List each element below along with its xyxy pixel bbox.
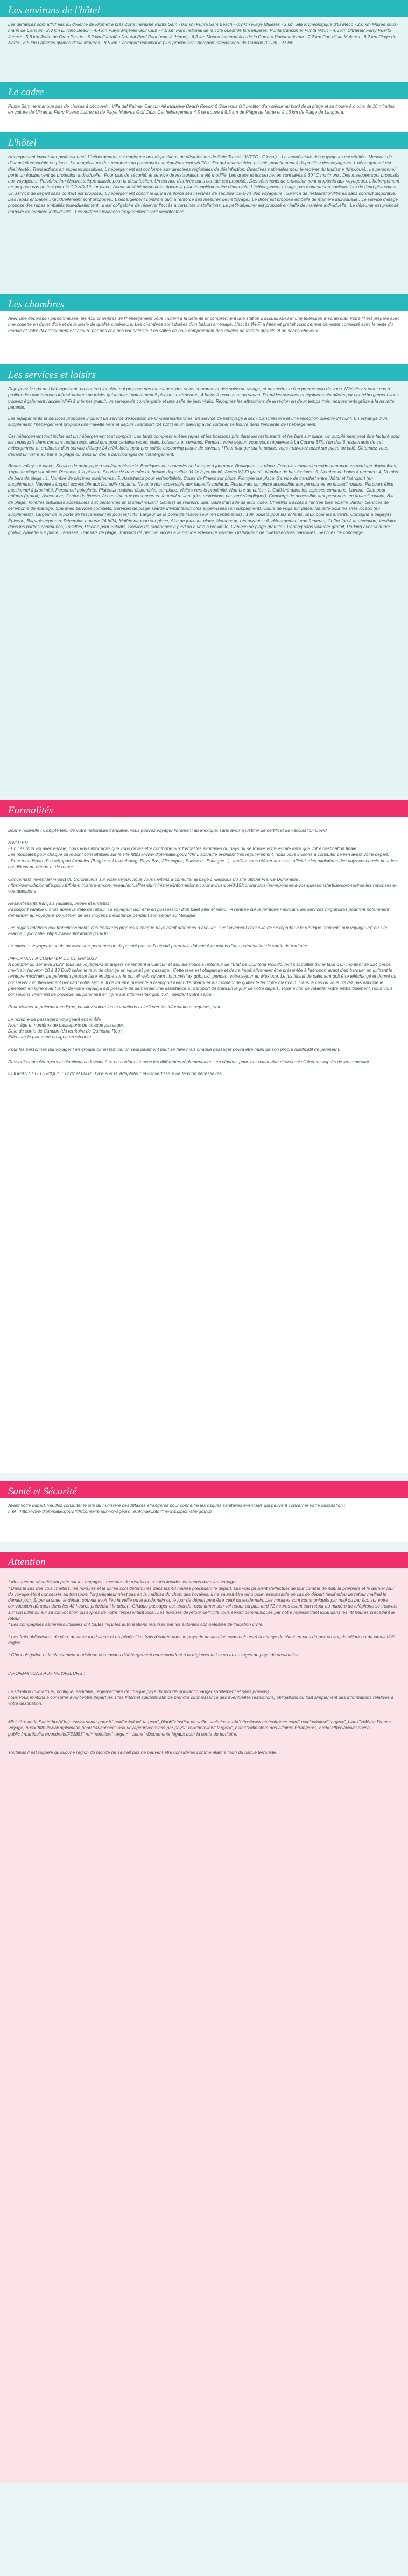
chambres-text: Avec une décoration personnalisée, les 415 chambres de l'hébergement vous invitent à la détente et comprennent une station d'accueil MP3 et une télévision à écran plat. Votre lit est préparé avec une couette en duvet d'oie et de la literie de qualité supérieure. Les chambres sont dotées d'un balcon aménagé. L'accès Wi-Fi à Internet gratuit vous permet de rester connecté avec le reste du monde et votre divertissement est assuré par des chaînes par satellite. Les salles de bain comprennent des articles de toilette gratuits et un sèche-cheveux.	[8, 315, 400, 333]
section-hotel	[0, 132, 408, 294]
environs-text: Les distances sont affichées au dixième de kilomètre près Zone maritime Punta Sam - 0,8 km Punta Sam Beach - 0,9 km Plage Mujeres - 2 km Site archéologique d'El Meco - 2,6 km Musée sous-marin de Cancún - 2,9 km El Niño Beach - 4,4 km Playa Mujeres Golf Club - 4,5 km Parc national de la côte ouest de Isla Mujeres, Punta Cancún et Punta Nizuc - 4,5 km Ultramar Ferry Puerto Juárez - 5,8 km Jetée de Gran Puerto - 6,2 km Garrafón Natural Reef Park (parc à thème) - 6,3 km Museo Iconográfico de la Carrera Panamericana - 7,2 km Port d'Isla Mujeres - 8,2 km Plage de Norte - 8,5 km Lotteries glambs d'Isla Mujeres - 8,5 km L'aéroport principal le plus proche est : Aéroport international de Cancún (CUN) - 27 km	[8, 22, 398, 45]
sante-text: Avant votre départ, veuillez consulter le site du ministère des Affaires étrangères pour connaître les risques sanitaires éventuels qui peuvent concerner votre destination : href="http://www.diplomatie.gouv.fr/fr/conseils-aux-voyageurs_909/index.html">www.diplomatie.gouv.fr	[8, 1503, 346, 1514]
section-title-formalites: Formalités	[0, 800, 408, 817]
section-title-services: Les services et loisirs	[0, 364, 408, 381]
attention-text: * Mesures de sécurité adoptée sur les bagages : mesures de restriction sur les liquides contenus dans les bagages. * Dans le cas des vols charters, les horaires et la durée sont déterminés dans les 48 heures précédant le départ. Les vols peuvent s'effectuer de jour comme de nuit, la première et le dernier jour du voyage étant consacrés au transport, l'organisateur n'est pas en la maîtrise du choix des horaires. Il ne saurait être tenu pour responsable en cas de départ tardif et/ou de retour matinal le dernier jour. Si par la suite, le départ pouvait avoir lieu la veille ou le lendemain ou le jour de départ peut être celui du lendemain. Les horaires sont communiqués par mail ou par fax, sur votre convocation aéroport dans les 48 heures précédant le départ. Chaque passager est tenu de reconfirmer son vol retour au plus tard 72 heures avant son retour au numéro de téléphone se trouvant sur son billet ou sur sa convocation ou auprès de notre représentant local. Les horaires de retour définitifs vous seront communiqués par notre représentant local dans les 48 heures précédant le retour. * Les compagnies aériennes utilisées ont toutes reçu les autorisations requises par les autorités compétentes de l'aviation civile. * Les frais obligatoires de visa, de carte touristique et en général les frais d'entrée dans le pays de destination sont toujours à la charge du client en plus du prix du vol, du séjour ou du circuit déjà réglés. * Chronologation et le classement touristique des modes d'hébergement correspondent à la réglementation ou aux usages du pays de destination. INFORMATIONS AUX VOYAGEURS : La situation (climatique, politique, sanitaire, réglementaire de chaque pays du monde pouvant changer subitement et sans préavis) nous vous invitons à consulter avant votre départ les sites Internet suivants afin de prendre connaissance des éventuelles restrictions, obligations ou tout simplement des informations relatives à votre destination. Ministère de la Santé href="http://www.sante.gouv.fr" rel="nofollow" target="_blank">Institut de veille sanitaire, href="http://www.meteofrance.com/" rel="nofollow" target="_blank">Météo France Voyage, href="http://www.diplomatie.gouv.fr/fr/conseils-aux-voyageurs/conseils-par-pays/" rel="nofollow" target="_blank">Ministère des Affaires Étrangères, href="https://www.service-public.fr/particuliers/vosdroits/F32853" rel="nofollow" target="_blank">Documents légaux pour la sortie du territoire. Toutefois il est rappelé qu'aucune région du monde ne saurait pas ne peuvent être considérés comme étant à l'abri du risque terroriste.	[8, 1579, 398, 1755]
hotel-text: Hébergement immobilier professionnel. L'hébergement est conforme aux dispositions de désinfection de Safe Travels (WTTC - Global)... La température des voyageurs est vérifiée. Mesures de distanciation sociale en place.. Le température des membres du personnel est régulièrement vérifiée.. Du gel antibactérien est mis gratuitement à disposition des voyageurs. L'hébergement est désinfecté.. Transactions en espèces possibles. L'hébergement est conforme aux directives régionales de désinfection. Directives nationales pour le repérer du tourisme (Mexique).. Le personnel porte un équipement de protection individuelle.. Pour plus de sécurité, le service de restauration a été modifié. Les draps et les serviettes sont lavés à 60 °C minimum.. Des masques sont proposés aux voyageurs. Pulvérisation électrostatique utilisée pour la désinfection. Un service d'arrivée sans contact est proposé.. Des vêtements de protection sont proposés aux voyageurs. L'hébergement ne propose pas de test pour le COVID-19 sur place. Aucun lit bébé disponible. Aucun lit pliant/supplémentaire disponible. L'hébergement n'exige pas d'attestation sanitaire lors de l'enregistrement. Un service de départ sans contact est proposé.. L'hébergement confirme qu'il a renforcé ses mesures de sécurité vis-à-vis des voyageurs.. Service de restauration/litières sans contact disponible. Des repas emballés individuellement sont proposés.. L'hébergement confirme qu'il a renforcé ses mesures de nettoyage.. Le dîner est proposé emballé de manière individuelle.. Le service d'étage propose des repas emballés individuellement.. Il est obligatoire de réserver l'accès à certaines installations. Le petit-déjeuner est proposé emballé de manière individuelle.. Le déjeuner est proposé emballé de manière individuelle.. Les surfaces touchées fréquemment sont désinfectées.	[8, 154, 400, 214]
formalites-text: Bonne nouvelle : Compte tenu de votre nationalité française, vous pouvez voyager librement au Mexique, sans avoir à justifier de certificat de vaccination Covid. A NOTER : - En cas d'un vol avec escale, nous vous informons que vous devez être conforme aux formalités sanitaires du pays où se trouve votre escale ainsi que votre destination finale. Les modalités pour chaque pays sont consultables sur le site https://www.diplomatie.gouv.fr/fr/ L'actualité évoluant très régulièrement, nous vous invitons à consulter ce lien avant votre départ. - Pour tout départ d'un aéroport frontalier (Belgique, Luxembourg, Pays-Bas, Allemagne, Suisse ou Espagne...), veuillez vous référer aux sites officiels des ministères des pays concernés pour les conditions de départ et de retour. Concernant l'éventuel impact du Coronavirus sur votre séjour, nous vous invitons à consulter la page ci-dessous du site officiel France Diplomatie : https://www.diplomatie.gouv.fr/fr/le-ministere-et-son-reseau/actualites-du-ministere/informations-coronavirus-covid-19/coronavirus-les-reponses-a-vos-questions/article/coronavirus-les-reponses-a-vos-questions Ressortissants français (adultes, bébés et enfants) : Passeport valable 6 mois après la date de retour. Le voyageur doit être en possession d'un billet aller et retour. A l'entrée sur le territoire mexicain, les services migratoires pourront notamment demander au voyageur de justifier de ses moyens d'existence pendant son séjour au Mexique. Les règles relatives aux franchissements des frontières propres à chaque pays étant amenées à évoluer, il est vivement conseillé de se reporter à la rubrique "conseils aux voyageurs" du site France Diplomatie, https://www.diplomatie.gouv.fr/ Le mineurs voyageant seuls ou avec une personne ne disposant pas de l'autorité parentale doivent être munis d'une autorisation de sortie de territoire. IMPORTANT A COMPTER DU 01 avril 2023 A compter du 1er avril 2023, tous les voyageurs étrangers se rendant à Cancun et aux alentours à l'intérieur de l'État de Quintana Roo doivent s'acquitter d'une taxe d'un montant de 224 pesos mexicain (environ 10 à 13 EUR selon le taux de change en vigueur) par passager. Cette taxe est obligatoire et devra impérativement être présentée à l'aéroport avant d'embarquer en quittant le territoire mexicain. Le paiement peut se faire en ligne sur le portail web suivant : http://visitax.gob.mx/, pendant votre séjour au Mexique. Le justificatif de paiement doit être téléchargé et donné ou conserver minutieusement pendant votre séjour. Il devra être présenté à l'aéroport avant d'embarquer au moment de quitter le territoire mexicain. Dans le cas où vous n'avez pas anticipé le paiement en ligne avant la fin de votre séjour, il est possible de demander une assistance à l'aéroport de Cancun le jour de votre départ : Pour éviter de retarder votre embarquement, nous vous conseillons vivement de procéder au paiement en ligne sur http://visitax.gob.mx/ , pendant votre séjour. Pour réaliser le paiement en ligne, veuillez suivre les instructions et indiquer les informations requises, soit : Le nombre de passagers voyageant ensemble Nom, âge et numéros de passeports de chaque passager, Date de sortie de Cancun (du territoire de Quintana Roo), Effectuer le paiement en ligne en sécurité Pour les personnes qui voyagent en groupe ou en famille, un seul paiement peut se faire mais chaque passager devra être muni de son propre justificatif de paiement. Ressortissants étrangers et binationaux devront être en conformité avec les différentes réglementations en vigueur, pour leur nationalité et devront s'informer auprès de leur consulat. COURANT ELECTRIQUE : 127V et 60Hz. Type A et B. Adaptateur et convertisseur de tension nécessaires.	[8, 827, 397, 1077]
section-cadre	[0, 82, 408, 132]
services-paragraph: Les équipements et services proposés incluent un service de location de limousines/berlines, un service de nettoyage à sec / blanchissoire et une réception ouverte 24 h/24. En échange d'un supplément, l'hébergement propose une navette vers et depuis l'aéroport (24 h/24) et un parking avec voiturier se trouve dans l'enceinte de l'hébergement.	[8, 416, 388, 427]
services-paragraph: Rejoignez le spa de l'hébergement, un centre bien-être qui propose des massages, des soins corporels et des soins du visage, et permettez-qu'on prenne soin de vous. N'hésitez surtout pas à profiter des nombreuses infrastructures de loisirs qui incluent notamment 5 piscines extérieures, 4 bains à remous et un sauna. Parmi les services et équipements offerts par cet hébergement vous trouvez également l'accès Wi-Fi à Internet gratuit, un service de conciergerie et une salle de jeux vidéo. Rejoignez les attractions de la région en deux temps trois mouvements grâce à la navette payante.	[8, 386, 399, 410]
services-paragraph: Beach-volley sur place, Service de nettoyage à sec/blanchisserie, Boutiques de souvenirs ou kiosque à journaux, Boutiques sur place, Formules romantiques/de demande en mariage disponibles, Yoga de plage sur place, Parasols à la piscine, Service de traversée en berline disponible, Voile à proximité, Accès Wi-Fi gratuit, Nombre de bars/salons : 5, Nombre de bains à remous : 4, Nombre de bars de plage : 1, Nombre de piscines extérieures : 5, Assistance pour visites/billets, Cours de fitness sur place, Plongée sur place, Service de transfert entre l'hôtel et l'aéroport (en supplément), Navette aéroport accessible aux fauteuils roulants, Navette non accessible aux fauteuils roulants, Restaurant sur place accessible aux personnes en fauteuil roulant, Parcours élise passionnel à proximité, Personnel polyglotte, Plateaux roulants disponibles sur place, Visites vers la proximité, Nombre de cafés : 1, Café/thé dans les espaces communs, Laverie, Club pour enfants (gratuit), Ascenseur, Centre de fitness, Accessible aux personnes en fauteuil roulant (des restrictions peuvent s'appliquer), Conciergerie accessible aux personnes en fauteuil roulant, Bar de plage, Toilettes publiques accessibles aux personnes en fauteuil roulant, Salle(s) de réunion, Spa, Salle d'arcade de jeux vidéo, Chemins d'accès à l'entrée bien éclairé, Jardin, Services de cérémonie de mariage, Spa avec services complets, Services de plage, Garde d'enfants/activités supervisées (en supplément), Cours de yoga sur place, Navette pour les sites locaux (en supplément), Largeur de la porte de l'ascenseur (en pouces) : 43, Largeur de la porte de l'ascenseur (en centimètres) : 109, Jouets pour les enfants, Jeux pour les enfants, Consigne à bagages, Épicerie, Bagagiste/groom, Réception ouverte 24 h/24, Malfrie nagoue sur place, Aire de jeux sur place, Nombre de restaurants : 6, Hébergement non-fumeurs, Coffre-fort à la réception, Vestiaire dans les parties communes, Toilettes, Piscine pour enfants, Service de randonnée à pied ou à vélo à proximité, Cabines de plage gratuites, Parking sans voiturier gratuit, Parking avec voiturier gratuit, Navette sur place, Terrasse, Transats de plage, Transats de piscine, Accès à la piscine extérieure voisine, Distributeur de billets/services bancaires, Services de concierge	[8, 462, 400, 536]
section-services	[0, 364, 408, 796]
section-title-hotel: L'hôtel	[0, 132, 408, 149]
section-body-chambres	[0, 311, 408, 364]
services-paragraph: Cet hébergement tout inclus est un hébergement tout compris. Les tarifs comprennent les repas et les boissons pris dans les restaurants et les bars sur place. Un supplément peut être facturé pour les repas pris dans certains restaurants, ainsi que pour certains repas, plats, boissons et services. Pendant votre séjour, vous vous régalerez à La Cocina 37K, l'un des 6 restaurants de cet hébergement et profiterez d'un service d'étage 24 h/24. Idéal pour une soirée cocooning pleine de saveurs ! Pour manger sur le pouce, vous trouverez aussi sur place un café. Détendez-vous devant un verre au bar à la plage ou dans un des 5 bars/lounges de l'hébergement.	[8, 433, 400, 457]
section-title-chambres: Les chambres	[0, 294, 408, 311]
section-attention	[0, 1552, 408, 2483]
section-sante	[0, 1481, 408, 1542]
section-body-cadre	[0, 99, 408, 132]
section-title-cadre: Le cadre	[0, 82, 408, 99]
section-body-environs	[0, 17, 408, 79]
section-title-environs: Les environs de l'hôtel	[0, 0, 408, 17]
section-body-formalites	[0, 817, 408, 1473]
section-formalites	[0, 800, 408, 1473]
section-chambres	[0, 294, 408, 364]
section-body-sante	[0, 1498, 408, 1542]
section-body-hotel	[0, 149, 408, 294]
cadre-text: Punta Sam ne manque pas de choses à découvrir ; Villa del Palmar Cancun All Inclusive Beach Resort & Spa vous fait profiter d'un séjour au bord de la plage et se trouve à moins de 10 minutes en voiture de Ultramar Ferry Puerto Juárez et de Playa Mujeres Golf Club. Cet hébergement 4,5 se trouve à 8,5 km de Plage de Norte et à 16 km de Plage de Langosta.	[8, 103, 395, 115]
section-environs	[0, 0, 408, 79]
section-title-sante: Santé et Sécurité	[0, 1481, 408, 1498]
section-body-attention	[0, 1568, 408, 2483]
section-body-services	[0, 381, 408, 796]
section-title-attention: Attention	[0, 1552, 408, 1568]
